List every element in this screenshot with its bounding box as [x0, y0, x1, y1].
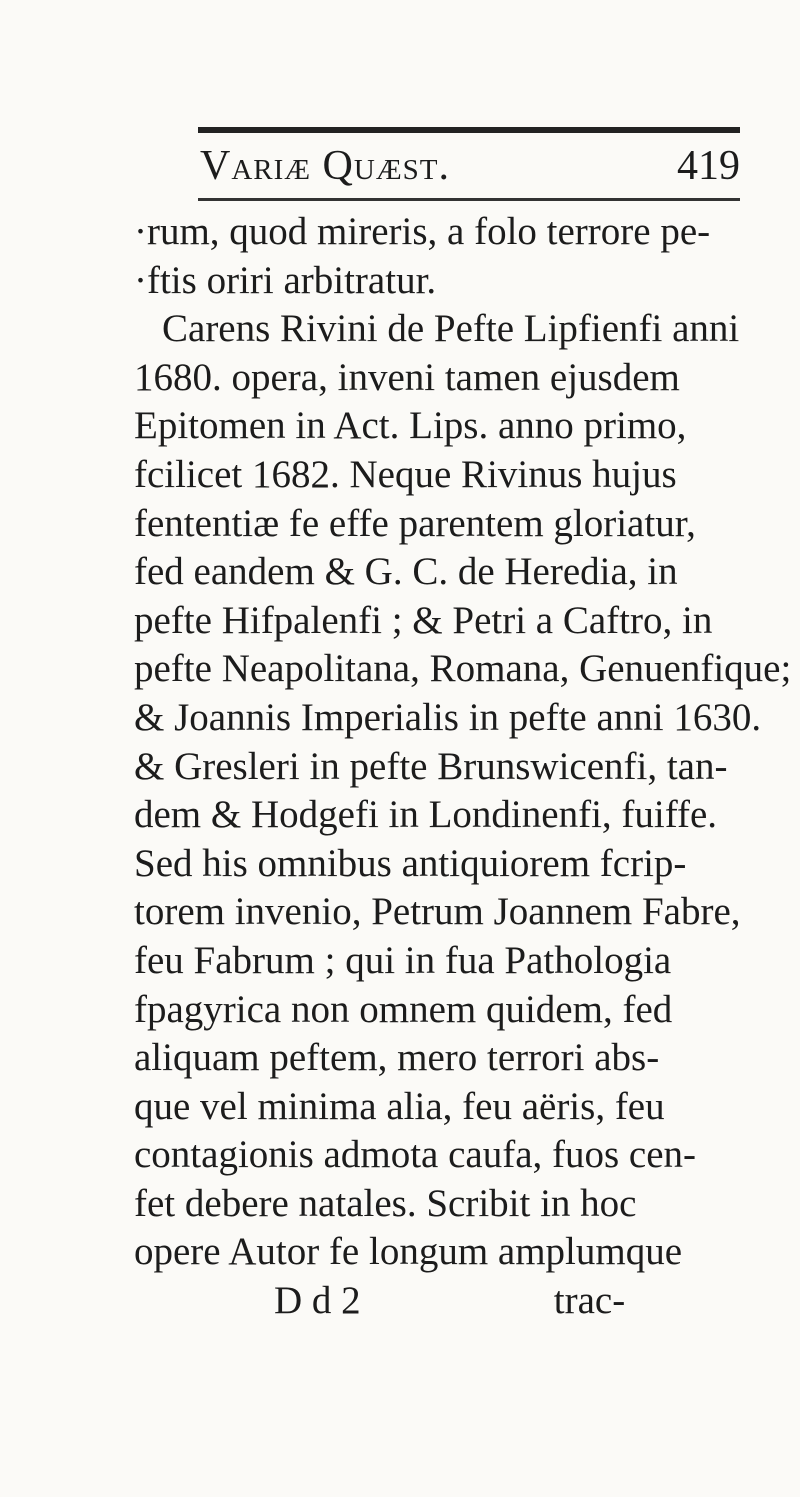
header-rule-bottom	[198, 198, 740, 201]
text-line: fet debere natales. Scribit in hoc	[134, 1181, 637, 1225]
paragraph-start-line: Carens Rivini de Pefte Lipfienfi anni	[162, 307, 740, 351]
text-line: fpagyrica non omnem quidem, fed	[134, 987, 673, 1031]
text-line: torem invenio, Petrum Joannem Fabre,	[134, 890, 741, 934]
text-line: 1680. opera, inveni tamen ejusdem	[134, 355, 680, 399]
text-line: dem & Hodgefi in Londinenfi, fuiffe.	[134, 793, 718, 837]
text-line: & Gresleri in pefte Brunswicenfi, tan-	[134, 744, 728, 788]
signature-mark: D d 2	[274, 1279, 361, 1323]
text-line: pefte Neapolitana, Romana, Genuenfique;	[134, 647, 792, 691]
text-line: fed eandem & G. C. de Heredia, in	[134, 550, 678, 594]
running-head	[200, 138, 740, 194]
text-line: opere Autor fe longum amplumque	[134, 1230, 683, 1274]
text-line: que vel minima alia, feu aëris, feu	[134, 1084, 665, 1128]
body-text	[134, 208, 792, 1326]
text-line: Sed his omnibus antiquiorem fcrip-	[134, 841, 687, 885]
text-line: fententiæ fe effe parentem gloriatur,	[134, 501, 696, 545]
text-line: contagionis admota caufa, fuos cen-	[134, 1133, 697, 1177]
text-line: & Joannis Imperialis in pefte anni 1630.	[134, 695, 762, 739]
text-line: feu Fabrum ; qui in fua Pathologia	[134, 938, 672, 982]
running-title: Variæ Quæst.	[200, 143, 450, 189]
text-line: fcilicet 1682. Neque Rivinus hujus	[134, 452, 677, 496]
text-line: Epitomen in Act. Lips. anno primo,	[134, 404, 687, 448]
catchword: trac-	[553, 1279, 626, 1323]
page-number: 419	[677, 143, 740, 189]
text-line: aliquam peftem, mero terrori abs-	[134, 1036, 660, 1080]
text-line: pefte Hifpalenfi ; & Petri a Caftro, in	[134, 598, 713, 642]
text-line: ·rum, quod mireris, a folo terrore pe-	[134, 210, 711, 253]
footer-line	[134, 1277, 754, 1326]
header-rule-top	[198, 127, 740, 133]
text-line: ·ftis oriri arbitratur.	[134, 258, 437, 302]
